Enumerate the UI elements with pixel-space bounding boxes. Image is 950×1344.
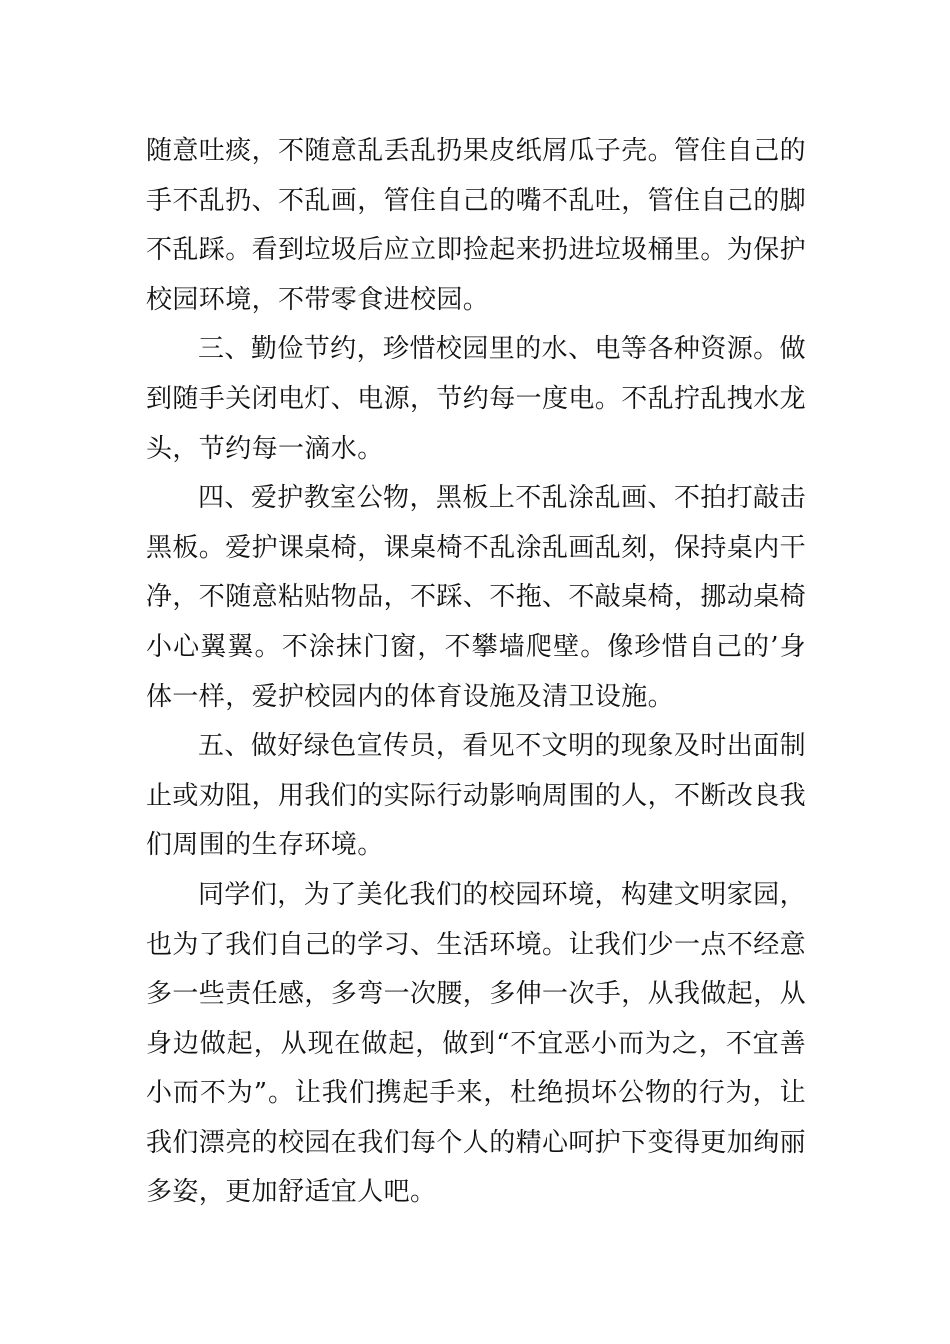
paragraph-item-three: 三、勤俭节约，珍惜校园里的水、电等各种资源。做到随手关闭电灯、电源，节约每一度电。不乱拧乱拽水龙头，节约每一滴水。 xyxy=(146,334,807,464)
paragraph-item-five: 五、做好绿色宣传员，看见不文明的现象及时出面制止或劝阻，用我们的实际行动影响周围的人，不断改良我们周围的生存环境。 xyxy=(146,731,807,861)
paragraph-item-four: 四、爱护教室公物，黑板上不乱涂乱画、不拍打敲击黑板。爱护课桌椅，课桌椅不乱涂乱画乱刻，保持桌内干净，不随意粘贴物品，不踩、不拖、不敲桌椅，挪动桌椅小心翼翼。不涂抹门窗，不攀墙爬壁。像珍惜自己的’身体一样，爱护校园内的体育设施及清卫设施。 xyxy=(146,483,807,712)
document-body xyxy=(146,127,806,1218)
paragraph-closing: 同学们，为了美化我们的校园环境，构建文明家园，也为了我们自己的学习、生活环境。让我们少一点不经意多一些责任感，多弯一次腰，多伸一次手，从我做起，从身边做起，从现在做起，做到“不宜恶小而为之，不宜善小而不为”。让我们携起手来，杜绝损坏公物的行为，让我们漂亮的校园在我们每个人的精心呵护下变得更加绚丽多姿，更加舒适宜人吧。 xyxy=(146,879,807,1208)
paragraph-continued: 随意吐痰，不随意乱丢乱扔果皮纸屑瓜子壳。管住自己的手不乱扔、不乱画，管住自己的嘴不乱吐，管住自己的脚不乱踩。看到垃圾后应立即捡起来扔进垃圾桶里。为保护校园环境，不带零食进校园。 xyxy=(146,136,807,315)
